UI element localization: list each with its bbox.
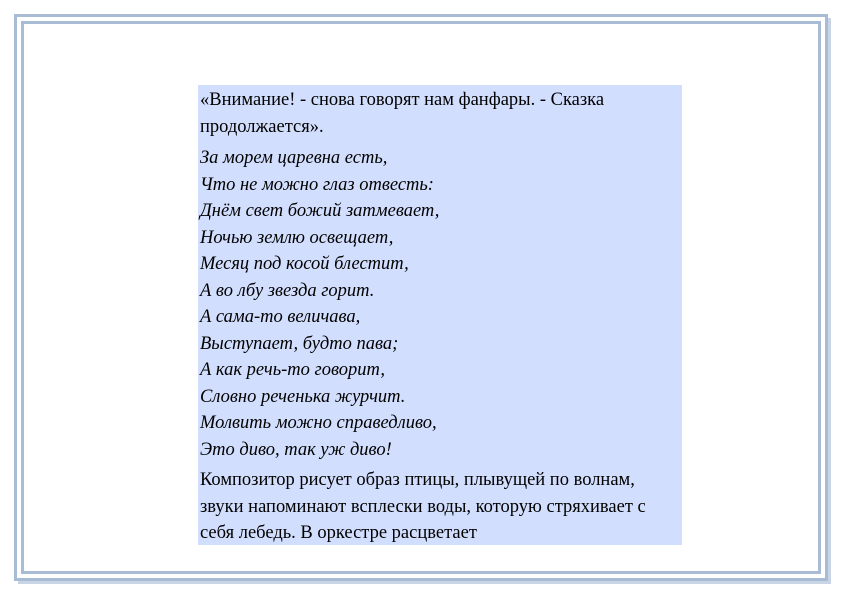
poem-line: Молвить можно справедливо,: [200, 413, 437, 433]
poem-line: Ночью землю освещает,: [200, 227, 394, 248]
frame-shadow-bottom: [18, 581, 831, 584]
poem-line: Днём свет божий затмевает,: [200, 201, 440, 221]
poem-line: Что не можно глаз отвесть:: [200, 174, 434, 195]
poem-line: Словно реченька журчит.: [200, 386, 406, 407]
intro-paragraph: «Внимание! - снова говорят нам фанфары. - Сказка продолжается».: [200, 90, 605, 137]
poem-line: Месяц под косой блестит,: [200, 254, 409, 274]
slide-text-block: [198, 85, 682, 545]
poem-line: Выступает, будто пава;: [200, 333, 399, 354]
poem-line: А сама-то величава,: [200, 307, 361, 327]
poem-line: За морем царевна есть,: [200, 148, 388, 168]
poem-line: А как речь-то говорит,: [200, 360, 385, 380]
poem: [200, 145, 682, 463]
frame-shadow-right: [828, 18, 831, 584]
description-paragraph: Композитор рисует образ птицы, плывущей по волнам, звуки напоминают всплески воды, которую стряхивает с себя лебедь. В оркестре расцветает: [200, 470, 646, 543]
poem-line: Это диво, так уж диво!: [200, 439, 392, 460]
poem-line: А во лбу звезда горит.: [200, 280, 375, 301]
